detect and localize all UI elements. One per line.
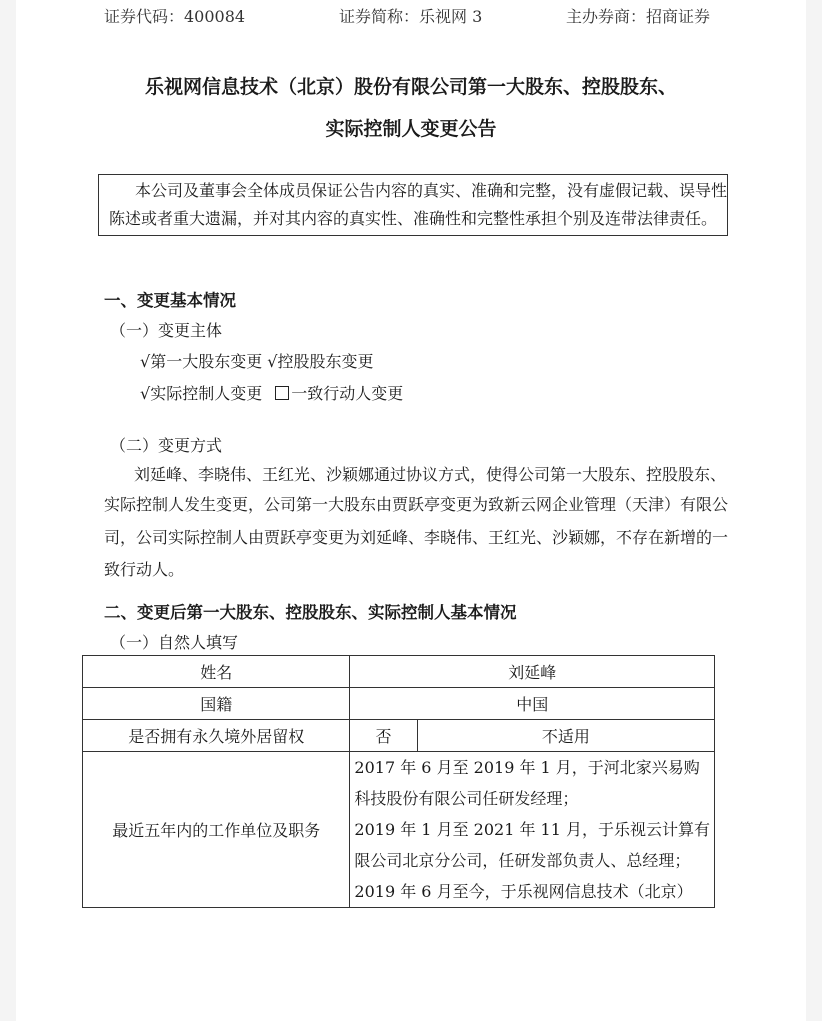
sponsor-broker: 主办券商：招商证券: [566, 7, 711, 26]
para-line-1: 刘延峰、李晓伟、王红光、沙颖娜通过协议方式，使得公司第一大股东、控股股东、: [134, 465, 727, 484]
checks-row-1: √第一大股东变更 √控股股东变更: [140, 352, 374, 371]
table-row: [83, 720, 715, 752]
section-2-sub-1: （一）自然人填写: [110, 633, 239, 652]
section-1-heading: 一、变更基本情况: [104, 291, 236, 310]
check-actual-controller: √实际控制人变更: [140, 384, 263, 403]
name-value: 刘延峰: [350, 656, 715, 688]
shareholder-info-table: [82, 655, 715, 908]
declaration-line-2: 陈述或者重大遗漏，并对其内容的真实性、准确性和完整性承担个别及连带法律责任。: [109, 209, 718, 228]
title-line-1: 乐视网信息技术（北京）股份有限公司第一大股东、控股股东、: [144, 76, 677, 98]
section-2-heading: 二、变更后第一大股东、控股股东、实际控制人基本情况: [104, 603, 517, 622]
table-row: [83, 688, 715, 720]
para-line-4: 致行动人。: [104, 560, 185, 579]
table-row: [83, 656, 715, 688]
nationality-label: 国籍: [83, 688, 350, 720]
checks-row-2: [140, 381, 403, 404]
residency-note: 不适用: [417, 720, 714, 752]
section-1-sub-2: （二）变更方式: [110, 436, 223, 455]
work-history: [350, 752, 715, 908]
check-concert-party: 一致行动人变更: [291, 384, 404, 403]
name-label: 姓名: [83, 656, 350, 688]
para-line-3: 司，公司实际控制人由贾跃亭变更为刘延峰、李晓伟、王红光、沙颖娜，不存在新增的一: [104, 528, 729, 547]
para-line-2: 实际控制人发生变更，公司第一大股东由贾跃亭变更为致新云网企业管理（天津）有限公: [104, 495, 729, 514]
security-code: 证券代码：400084: [104, 7, 246, 26]
table-row: [83, 752, 715, 908]
work-line: 限公司北京分公司，任研发部负责人、总经理；: [354, 851, 691, 870]
title-line-2: 实际控制人变更公告: [325, 118, 497, 140]
security-short-name: 证券简称：乐视网 3: [339, 7, 483, 26]
work-line: 2019 年 1 月至 2021 年 11 月，于乐视云计算有: [354, 820, 710, 839]
declaration-line-1: 本公司及董事会全体成员保证公告内容的真实、准确和完整，没有虚假记载、误导性: [135, 181, 728, 200]
residency-label: 是否拥有永久境外居留权: [83, 720, 350, 752]
nationality-value: 中国: [350, 688, 715, 720]
residency-value: 否: [350, 720, 417, 752]
declaration-box: [98, 174, 728, 236]
work-label: 最近五年内的工作单位及职务: [83, 752, 350, 908]
work-line: 科技股份有限公司任研发经理；: [354, 789, 579, 808]
section-1-sub-1: （一）变更主体: [110, 321, 223, 340]
work-line: 2019 年 6 月至今，于乐视网信息技术（北京）: [354, 882, 693, 901]
work-line: 2017 年 6 月至 2019 年 1 月，于河北家兴易购: [354, 758, 700, 777]
unchecked-box-icon: [275, 386, 289, 400]
